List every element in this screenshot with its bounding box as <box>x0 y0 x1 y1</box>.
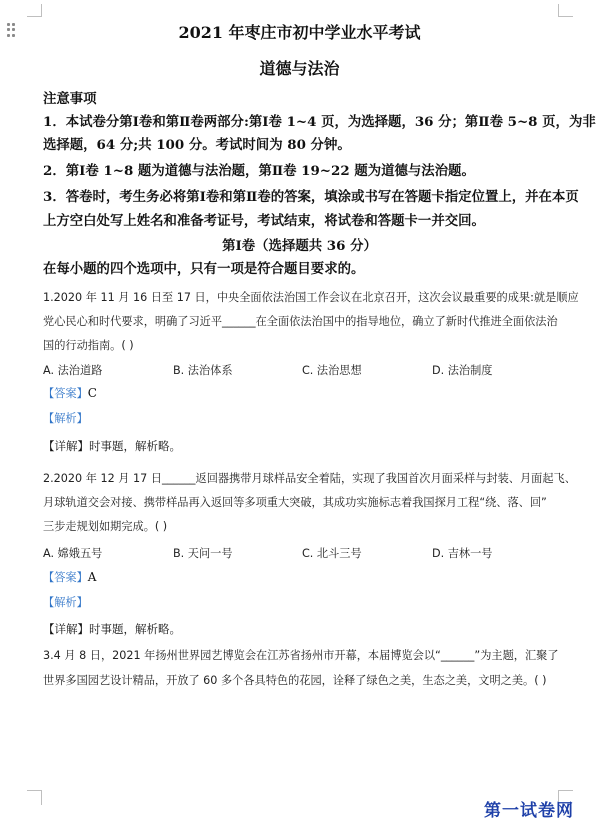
crop-mark-top-right <box>558 4 573 17</box>
question-1-line: 党心民心和时代要求，明确了习近平______在全面依法治国中的指导地位，确立了新时代推进全面依法治 <box>43 315 558 328</box>
question-2-option-a: A. 嫦娥五号 <box>43 547 103 560</box>
question-2-option-b: B. 天问一号 <box>173 547 233 560</box>
site-watermark: 第一试卷网 <box>484 801 574 821</box>
question-1-option-a: A. 法治道路 <box>43 364 103 377</box>
answer-label: 【答案】 <box>43 571 88 584</box>
question-1-answer <box>43 385 563 401</box>
subject-title: 道德与法治 <box>259 59 340 78</box>
notice-line: 1．本试卷分第Ⅰ卷和第Ⅱ卷两部分:第Ⅰ卷 1~4 页，为选择题，36 分；第Ⅱ卷 5~8 页，为非 <box>43 114 596 130</box>
question-1-option-c: C. 法治思想 <box>302 364 362 377</box>
question-1-line: 国的行动指南。( ) <box>43 339 134 352</box>
detail-text: 时事题，解析略。 <box>89 622 181 636</box>
question-2-option-d: D. 吉林一号 <box>432 547 493 560</box>
notice-line: 上方空白处写上姓名和准备考证号，考试结束，将试卷和答题卡一并交回。 <box>43 213 485 229</box>
answer-label: 【答案】 <box>43 387 88 400</box>
question-2-detail <box>43 621 563 637</box>
analysis-label: 【解析】 <box>43 412 88 425</box>
notice-line: 3．答卷时，考生务必将第Ⅰ卷和第Ⅱ卷的答案，填涂或书写在答题卡指定位置上，并在本页 <box>43 189 579 205</box>
section-instruction: 在每小题的四个选项中，只有一项是符合题目要求的。 <box>43 261 365 277</box>
question-1-option-d: D. 法治制度 <box>432 364 493 377</box>
question-1-line: 1.2020 年 11 月 16 日至 17 日，中央全面依法治国工作会议在北京召开，这次会议最重要的成果:就是顺应 <box>43 291 579 304</box>
detail-label: 【详解】 <box>43 439 89 453</box>
notice-line: 选择题，64 分;共 100 分。考试时间为 80 分钟。 <box>43 137 351 153</box>
section-title: 第Ⅰ卷（选择题共 36 分） <box>222 238 377 254</box>
question-2-line: 月球轨道交会对接、携带样品再入返回等多项重大突破，其成功实施标志着我国探月工程“绕、落、回” <box>43 496 547 509</box>
question-1-analysis <box>43 410 563 426</box>
answer-value: C <box>87 386 97 400</box>
answer-value: A <box>87 570 97 584</box>
crop-mark-top-left <box>27 4 42 17</box>
question-2-answer <box>43 569 563 585</box>
question-2-option-c: C. 北斗三号 <box>302 547 362 560</box>
question-3-line: 3.4 月 8 日，2021 年扬州世界园艺博览会在江苏省扬州市开幕，本届博览会以“______”为主题，汇聚了 <box>43 649 559 662</box>
notice-line: 2．第Ⅰ卷 1~8 题为道德与法治题，第Ⅱ卷 19~22 题为道德与法治题。 <box>43 163 475 179</box>
question-2-line: 三步走规划如期完成。( ) <box>43 520 168 533</box>
detail-label: 【详解】 <box>43 622 89 636</box>
detail-text: 时事题，解析略。 <box>89 439 181 453</box>
crop-mark-bottom-left <box>27 790 42 805</box>
analysis-label: 【解析】 <box>43 596 88 609</box>
notice-heading: 注意事项 <box>43 91 97 107</box>
question-3-line: 世界多国园艺设计精品，开放了 60 多个各具特色的花园，诠释了绿色之美，生态之美，文明之美。( ) <box>43 674 547 687</box>
question-1-option-b: B. 法治体系 <box>173 364 233 377</box>
question-1-detail <box>43 438 563 454</box>
question-2-analysis <box>43 594 563 610</box>
question-2-line: 2.2020 年 12 月 17 日______返回器携带月球样品安全着陆，实现了我国首次月面采样与封装、月面起飞、 <box>43 472 576 485</box>
exam-title: 2021 年枣庄市初中学业水平考试 <box>178 23 421 42</box>
